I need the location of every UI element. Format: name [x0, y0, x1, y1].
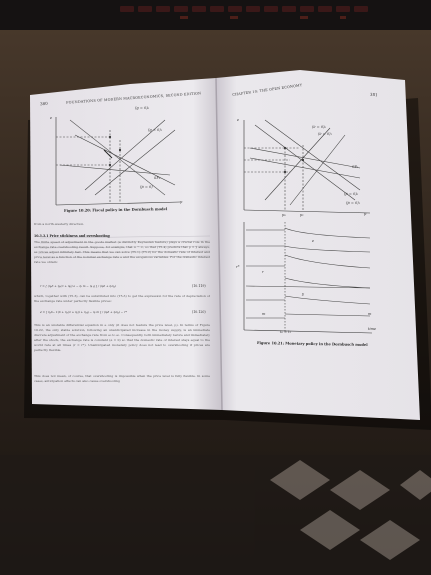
fig21-panel-m: m	[262, 312, 266, 316]
left-figure-caption: Figure 10.20: Fiscal policy in the Dornbusch model	[63, 207, 168, 213]
fig21-panel-y: y	[302, 292, 305, 296]
right-figure-caption: Figure 10.21: Monetary policy in the Dornbusch model	[256, 341, 368, 347]
left-paragraph-1: The finite speed of adjustment in the goods market (a distinctly Keynesian feature) plays a crucial role in the exchange rate overshooting result. Suppose, for example, that π → ∞, so that (T5.4) predicts that p = ȳ always, as prices adjust infinitely fast. This means that we can solve (T5.1)–(T5.2) for the domestic rate of interest and price level as a function of the nominal exchange rate e and the exogenous variables. For the domestic interest rate we obtain:	[34, 240, 210, 264]
left-paragraph-3: This is an unstable differential equation in e only (it does not feature the price level, p). In terms of Figure 10.22, the only stable solution, following an unanticipated increase in the money supply, is an immediate discrete adjustment of the exchange rate from e₀ to e₁. Consequently, both immediately before and immediately after the shock, the exchange rate is constant (ė = 0) so that the domestic rate of interest stays equal to the world rate at all times (r = r*). Unanticipated monetary policy does not lead to overshooting if prices are perfectly flexible.	[34, 323, 210, 352]
fig20-label-sp0: SP₀	[154, 176, 161, 180]
fig21-panel-e: e	[312, 239, 315, 243]
left-text-after-fig: from a north-westerly direction.	[34, 222, 85, 226]
left-section-title: 10.3.3.1 Price stickiness and overshooting	[34, 234, 110, 238]
fig21-axis-p: p	[364, 212, 367, 216]
left-equation-2: ė = [ ηᵧδ− 1(δ + ηᵧ(σ + ηₜ)) + ηᵧg − ηₜ m ] / (ηₜδ + ηₜηᵧ) − r*	[40, 310, 127, 314]
left-page-number: 380	[39, 100, 48, 107]
fig21-label-p0: (ṗ = 0)₀	[344, 192, 359, 196]
fig20-axis-p: p	[180, 200, 183, 204]
fig21-panel-m2: m	[368, 312, 372, 316]
fig20-label-g1: (g = 0)₁	[148, 128, 163, 132]
fig20-label-p0: (ṗ = 0)	[140, 185, 153, 189]
fig21-tick-t: t₀ = t₁	[280, 330, 292, 334]
left-paragraph-4: This does not mean, of course, that overshooting is impossible when the price level is fully flexible. In some cases, anticipation effects can also cause overshooting	[34, 374, 210, 383]
fig21-tick-p1: p₁	[300, 213, 304, 217]
right-page-number: 381	[369, 91, 378, 98]
fig20-label-g0: (g = 0)₀	[135, 106, 150, 110]
fig21-label-p1: (ṗ = 0)₁	[346, 201, 361, 205]
left-equation-2-number: (10.120)	[192, 310, 206, 314]
fig21-label-e1: (ė = 0)₁	[318, 132, 332, 136]
fig21-label-e0: (ė = 0)₀	[312, 125, 326, 129]
fig21-tick-p0: p₀	[282, 213, 286, 217]
left-equation-1-number: (10.119)	[192, 284, 206, 288]
keyboard	[0, 0, 431, 30]
fig21-panel-r: r	[262, 270, 264, 274]
fig21-axis-time: time	[368, 327, 377, 331]
left-paragraph-2: which, together with (T5.3), can be substituted into (T5.3) to get the expression for the rate of depreciation of the exchange rate under perfectly flexible prices:	[34, 294, 210, 303]
fig21-label-sp1: SP₁	[352, 165, 359, 169]
right-running-head: CHAPTER 10: THE OPEN ECONOMY	[232, 83, 303, 97]
fig21-panel-r-star: r*	[236, 265, 240, 269]
fig21-axis-e: e	[237, 118, 240, 122]
rug-pattern	[0, 455, 431, 575]
fig20-axis-e: e	[50, 116, 53, 120]
left-running-head: FOUNDATIONS OF MODERN MACROECONOMICS, SECOND EDITION	[66, 91, 202, 105]
right-page	[216, 70, 420, 420]
left-equation-1: r = [ (ηᵧδ + ηᵧ(σ + ηₜ)) e − ηₜ m − ηₜ g ] / (ηₜδ + ηₜηᵧ)	[40, 284, 116, 288]
